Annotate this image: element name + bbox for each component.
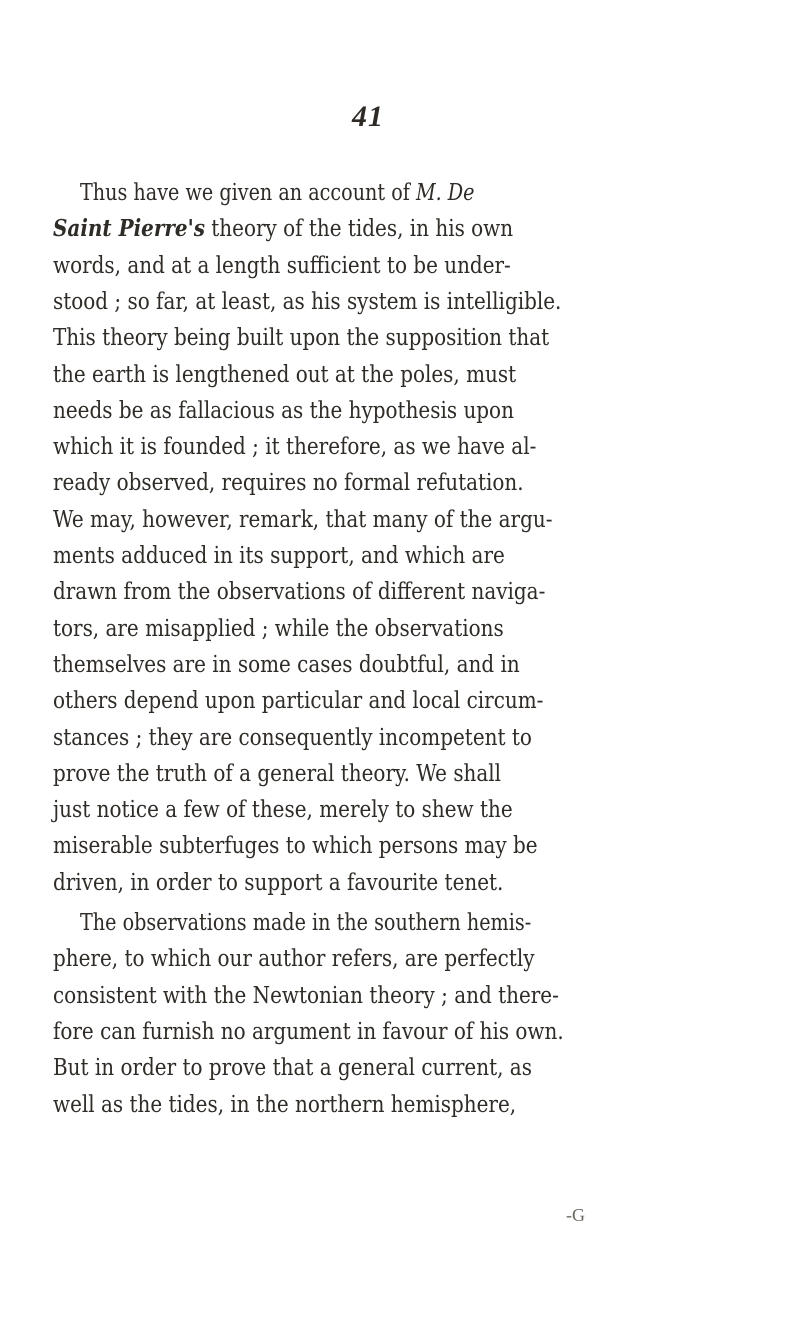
text-line	[53, 577, 747, 607]
text-line	[53, 1053, 747, 1083]
text-segment: consistent with the Newtonian theory ; and there-	[53, 983, 559, 1009]
text-line	[53, 214, 747, 244]
catchword: -G	[566, 1205, 585, 1225]
text-line	[53, 541, 747, 571]
text-line	[53, 723, 747, 753]
text-line	[53, 1017, 747, 1047]
text-segment: just notice a few of these, merely to shew the	[53, 797, 513, 823]
text-segment: stances ; they are consequently incompetent to	[53, 725, 532, 751]
text-line	[53, 759, 747, 789]
text-segment: themselves are in some cases doubtful, and in	[53, 652, 520, 678]
text-segment: tors, are misapplied ; while the observations	[53, 616, 504, 642]
text-segment: This theory being built upon the supposition that	[53, 325, 550, 351]
text-segment: fore can furnish no argument in favour of his own.	[53, 1019, 564, 1045]
text-segment: We may, however, remark, that many of the argu-	[53, 507, 553, 533]
text-line	[53, 650, 747, 680]
text-segment: miserable subterfuges to which persons may be	[53, 833, 538, 859]
text-line	[53, 614, 747, 644]
text-line	[53, 396, 747, 426]
text-line	[53, 505, 747, 535]
text-segment: driven, in order to support a favourite tenet.	[53, 870, 504, 896]
text-line	[53, 287, 747, 317]
text-line	[53, 795, 747, 825]
text-line	[53, 981, 747, 1011]
text-line	[80, 178, 747, 208]
text-line	[53, 251, 747, 281]
text-segment: which it is founded ; it therefore, as we have al-	[53, 434, 537, 460]
text-segment: the earth is lengthened out at the poles, must	[53, 362, 517, 388]
text-segment: drawn from the observations of different naviga-	[53, 579, 546, 605]
text-segment: M. De	[415, 180, 475, 206]
text-segment: ready observed, requires no formal refutation.	[53, 470, 524, 496]
text-line	[53, 686, 747, 716]
text-line	[53, 944, 747, 974]
text-segment: others depend upon particular and local circum-	[53, 688, 544, 714]
text-segment: Saint Pierre's	[53, 215, 205, 242]
text-line	[80, 908, 747, 938]
text-line	[53, 831, 747, 861]
page-number: 41	[352, 100, 384, 133]
text-segment: stood ; so far, at least, as his system is intelligible.	[53, 289, 562, 315]
text-line	[53, 360, 747, 390]
text-segment: The observations made in the southern hemis-	[80, 910, 532, 936]
text-segment: Thus have we given an account of	[80, 180, 416, 206]
text-segment: phere, to which our author refers, are perfectly	[53, 946, 535, 972]
text-segment: well as the tides, in the northern hemisphere,	[53, 1092, 517, 1118]
text-line	[53, 323, 747, 353]
text-line	[53, 1090, 747, 1120]
text-line	[53, 468, 747, 498]
text-segment: But in order to prove that a general current, as	[53, 1055, 532, 1081]
text-segment: prove the truth of a general theory. We shall	[53, 761, 502, 787]
text-segment: theory of the tides, in his own	[204, 216, 514, 242]
text-segment: needs be as fallacious as the hypothesis upon	[53, 398, 514, 424]
text-segment: words, and at a length sufficient to be under-	[53, 253, 511, 279]
text-line	[53, 868, 747, 898]
text-line	[53, 432, 747, 462]
text-segment: ments adduced in its support, and which are	[53, 543, 505, 569]
